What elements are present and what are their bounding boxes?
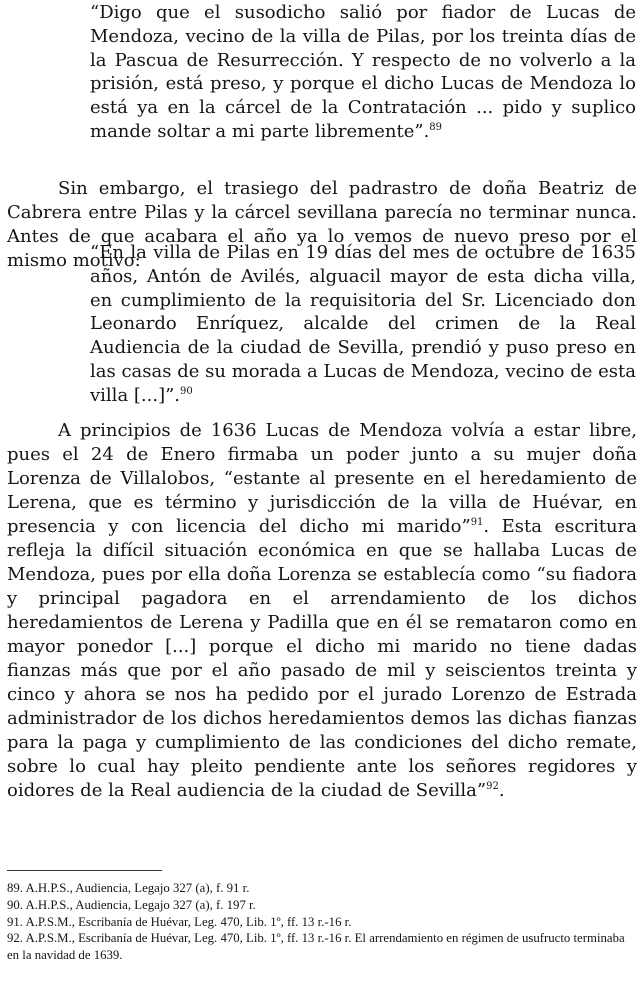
paragraph-2 bbox=[7, 419, 637, 803]
footnotes bbox=[7, 880, 638, 964]
footnote-90: 90. A.H.P.S., Audiencia, Legajo 327 (a), f. 197 r. bbox=[7, 897, 256, 912]
footnote-ref-89: 89 bbox=[429, 121, 443, 133]
footnote-divider bbox=[7, 870, 162, 871]
footnote-ref-91: 91 bbox=[470, 517, 484, 528]
paragraph-2-text-c: . bbox=[498, 780, 505, 801]
quote-1-text: “Digo que el susodicho salió por fiador de Lucas de Mendoza, vecino de la villa de Pilas, por los treinta días de la Pascua de Resurrección. Y respecto de no volverlo a la prisión, está preso, y porque el dicho Lucas de Mendoza lo está ya en la cárcel de la Contratación ... pido y suplico mande soltar a mi parte libremente”. bbox=[90, 2, 636, 142]
footnote-89: 89. A.H.P.S., Audiencia, Legajo 327 (a), f. 91 r. bbox=[7, 881, 250, 895]
footnote-ref-92: 92 bbox=[486, 781, 499, 792]
footnote-91: 91. A.P.S.M., Escribanía de Huévar, Leg. 470, Lib. 1º, ff. 13 r.-16 r. bbox=[7, 914, 352, 929]
paragraph-2-text-b: . Esta escritura refleja la difícil situación económica en que se hallaba Lucas de Mendoza, pues por ella doña Lorenza se establecía como “su fiadora y principal pagadora en el arrendamiento de los dichos heredamientos de Lerena y Padilla que en él se remataron como en mayor ponedor [...] porque el dicho mi marido no tiene dadas fianzas más que por el año pasado de mil y seiscientos treinta y cinco y ahora se nos ha pedido por el jurado Lorenzo de Estrada administrador de los dichos heredamientos demos las dichas fianzas para la paga y cumplimiento de las condiciones del dicho remate, sobre lo cual hay pleito pendiente ante los señores regidores y oidores de la Real audiencia de la ciudad de Sevilla” bbox=[7, 516, 637, 801]
paragraph-2-text-a: A principios de 1636 Lucas de Mendoza volvía a estar libre, pues el 24 de Enero firmaba un poder junto a su mujer doña Lorenza de Villalobos, “estante al presente en el heredamiento de Lerena, que es término y jurisdicción de la villa de Huévar, en presencia y con licencia del dicho mi marido” bbox=[7, 420, 637, 537]
block-quote-2 bbox=[90, 241, 636, 408]
paragraph-1-text: Sin embargo, el trasiego del padrastro de doña Beatriz de Cabrera entre Pilas y la cárcel sevillana parecía no terminar nunca. Antes de que acabara el año ya lo vemos de nuevo preso por el mismo motivo: bbox=[7, 178, 637, 271]
block-quote-1 bbox=[90, 1, 636, 144]
footnote-ref-90: 90 bbox=[180, 385, 193, 397]
footnote-92: 92. A.P.S.M., Escribanía de Huévar, Leg. 470, Lib. 1º, ff. 13 r.-16 r. El arrendamiento en régimen de usufructo terminaba en la navidad de 1639. bbox=[7, 931, 625, 963]
quote-2-text: “En la villa de Pilas en 19 días del mes de octubre de 1635 años, Antón de Avilés, alguacil mayor de esta dicha villa, en cumplimiento de la requisitoria del Sr. Licenciado don Leonardo Enríquez, alcalde del crimen de la Real Audiencia de la ciudad de Sevilla, prendió y puso preso en las casas de su morada a Lucas de Mendoza, vecino de esta villa [...]”. bbox=[90, 242, 636, 406]
